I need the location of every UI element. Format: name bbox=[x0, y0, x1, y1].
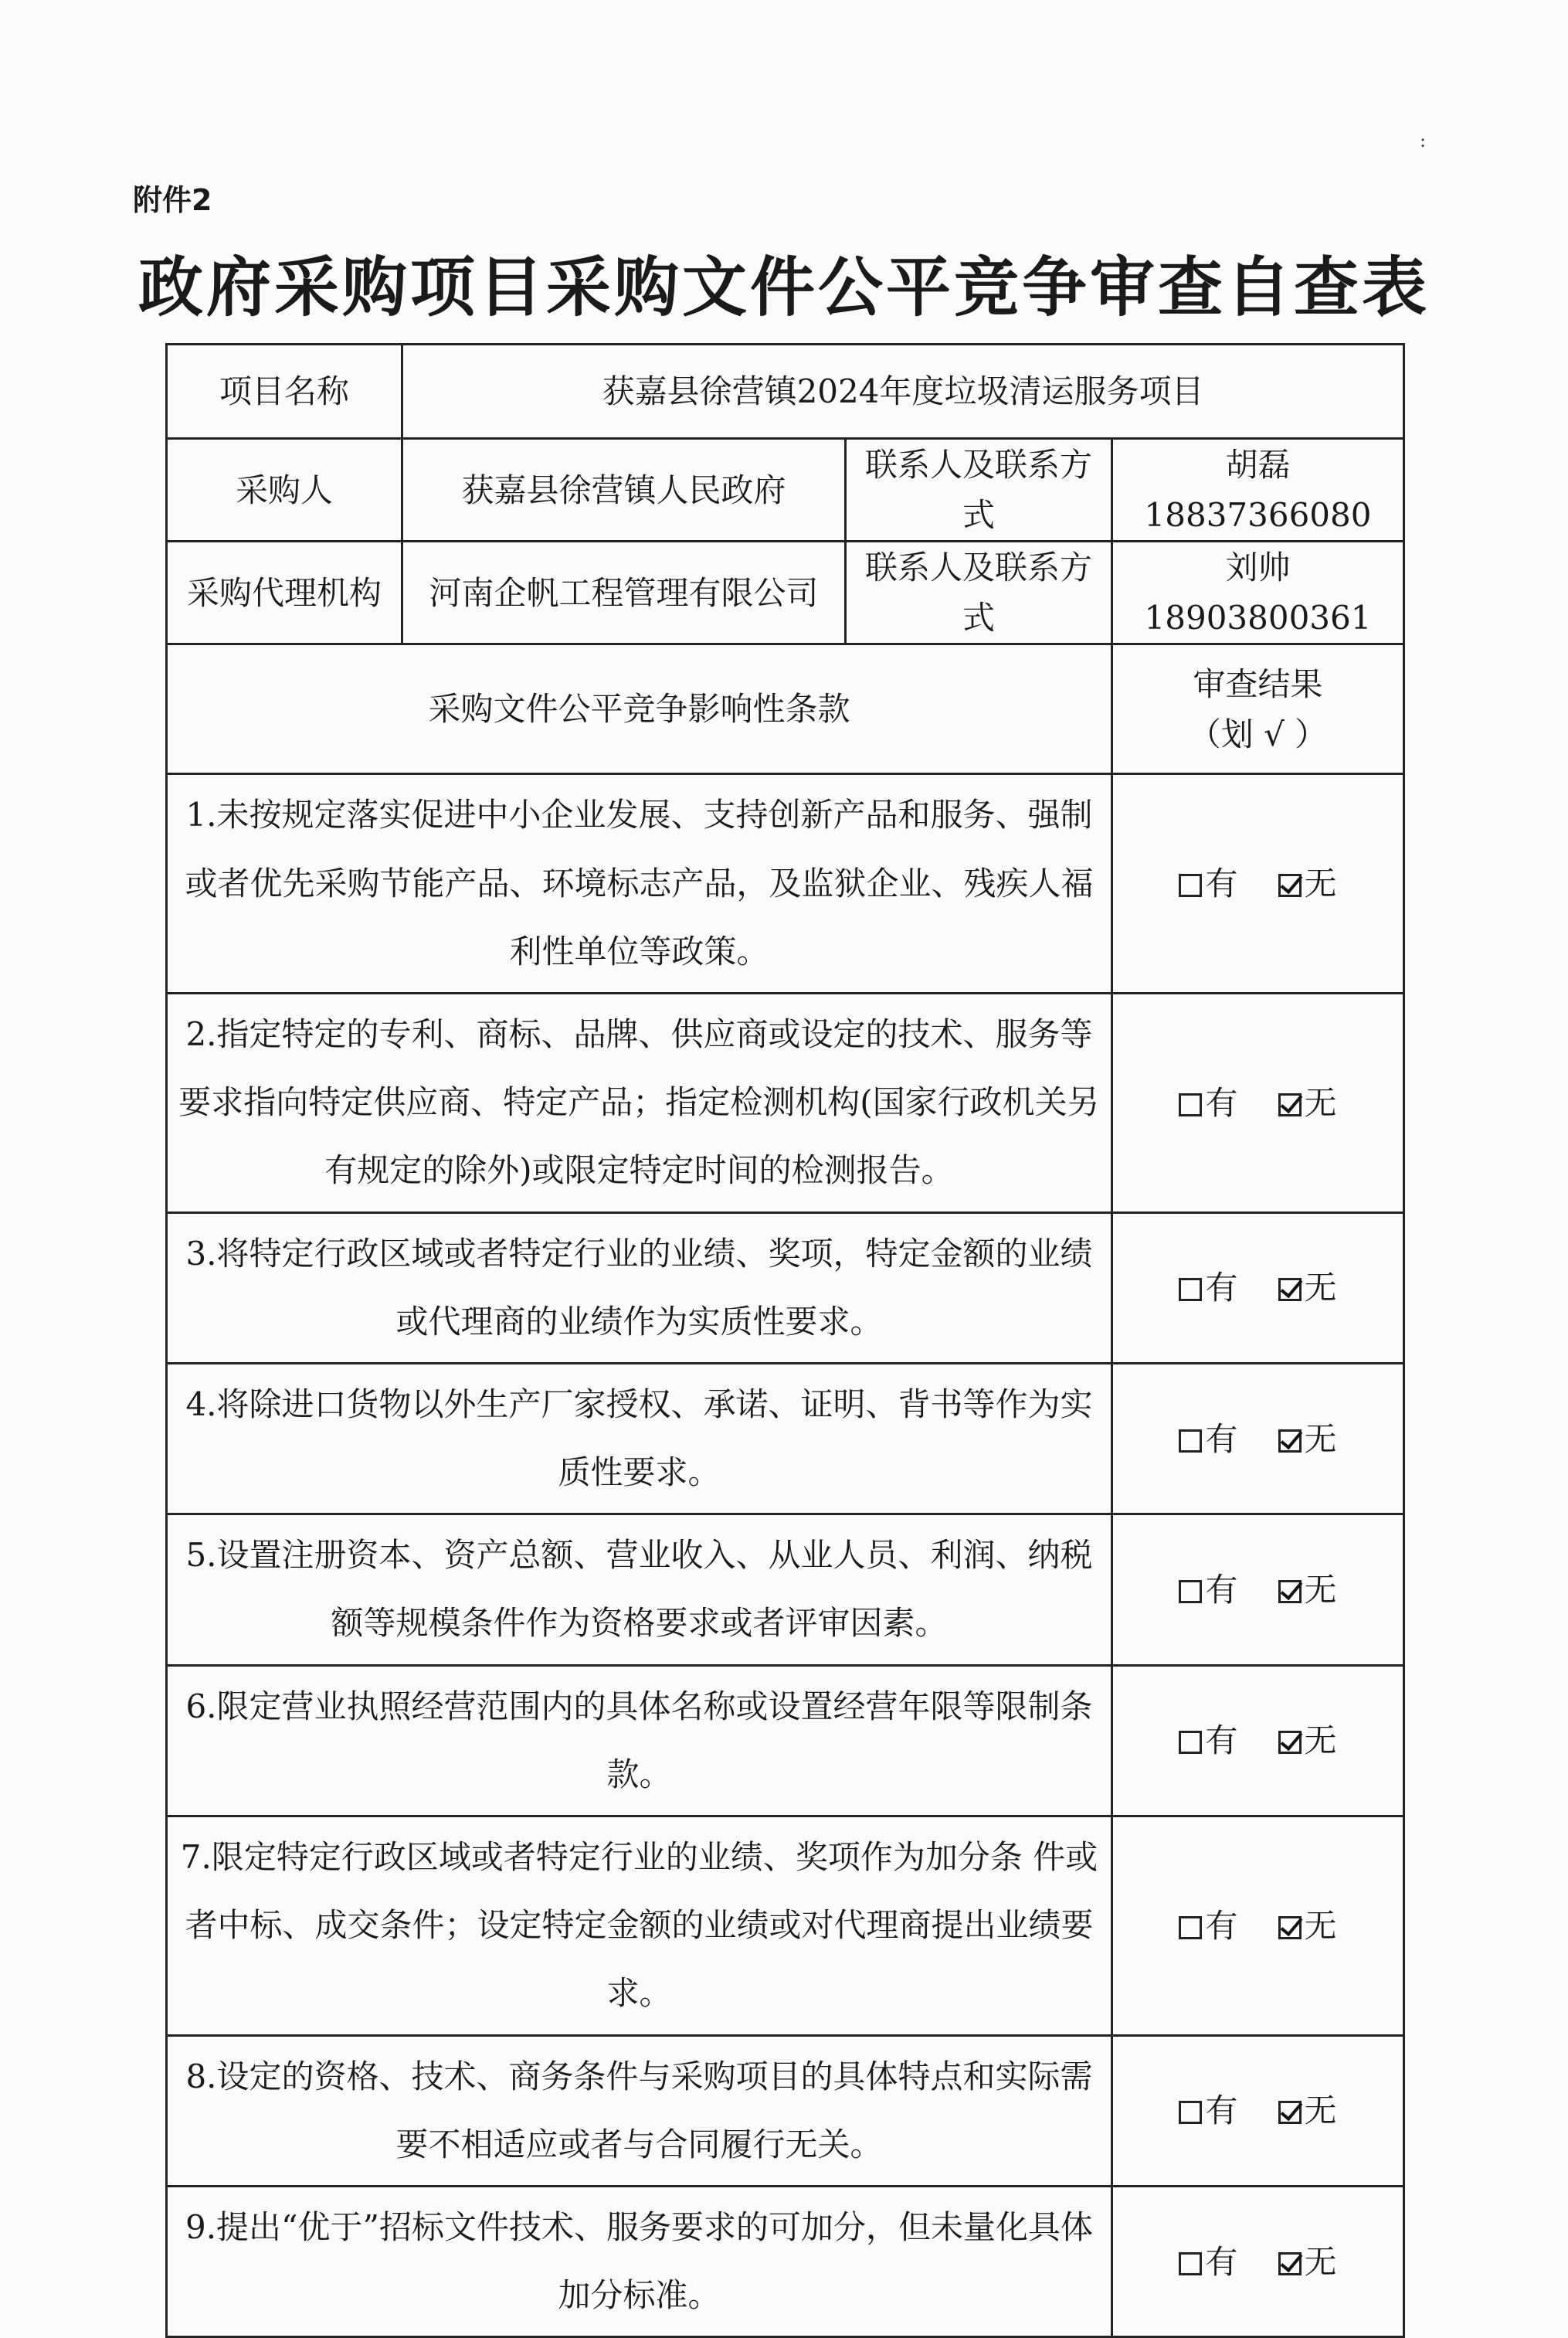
checkbox-no[interactable] bbox=[1278, 1731, 1302, 1754]
clause-column-header: 采购文件公平竞争影响性条款 bbox=[167, 644, 1112, 774]
option-yes-label: 有 bbox=[1205, 1083, 1238, 1122]
purchaser-contact-label: 联系人及联系方式 bbox=[846, 439, 1112, 542]
checkbox-yes[interactable] bbox=[1179, 1731, 1202, 1754]
clause-row bbox=[167, 1363, 1404, 1514]
result-title: 审查结果 bbox=[1193, 664, 1323, 703]
result-column-header bbox=[1112, 644, 1404, 774]
purchaser-contact-value: 胡磊18837366080 bbox=[1112, 439, 1404, 542]
option-yes-label: 有 bbox=[1205, 865, 1238, 903]
checkbox-yes[interactable] bbox=[1179, 1916, 1202, 1939]
project-name-value: 获嘉县徐营镇2024年度垃圾清运服务项目 bbox=[402, 345, 1404, 439]
checkbox-no[interactable] bbox=[1278, 1429, 1302, 1453]
clause-text: 1.未按规定落实促进中小企业发展、支持创新产品和服务、强制或者优先采购节能产品、环境标志产品，及监狱企业、残疾人福利性单位等政策。 bbox=[167, 774, 1112, 994]
checkbox-yes[interactable] bbox=[1179, 1093, 1202, 1116]
checkbox-no[interactable] bbox=[1278, 1093, 1302, 1116]
option-no-label: 无 bbox=[1304, 1269, 1337, 1307]
review-table bbox=[165, 343, 1405, 2338]
agency-contact-label: 联系人及联系方式 bbox=[846, 542, 1112, 644]
checkbox-yes[interactable] bbox=[1179, 2101, 1202, 2124]
option-no-label: 无 bbox=[1304, 1570, 1337, 1609]
checkbox-yes[interactable] bbox=[1179, 874, 1202, 897]
option-yes-label: 有 bbox=[1205, 1269, 1238, 1307]
clause-text: 8.设定的资格、技术、商务条件与采购项目的具体特点和实际需要不相适应或者与合同履行无关。 bbox=[167, 2035, 1112, 2186]
page-title: 政府采购项目采购文件公平竞争审查自查表 bbox=[137, 250, 1430, 325]
clause-result bbox=[1112, 2035, 1404, 2186]
option-no-label: 无 bbox=[1304, 1721, 1337, 1760]
option-no-label: 无 bbox=[1304, 1419, 1337, 1458]
clause-row bbox=[167, 2035, 1404, 2186]
clause-result bbox=[1112, 774, 1404, 994]
checkbox-yes[interactable] bbox=[1179, 1580, 1202, 1603]
checkbox-no[interactable] bbox=[1278, 874, 1302, 897]
clause-result bbox=[1112, 1816, 1404, 2036]
option-yes-label: 有 bbox=[1205, 1419, 1238, 1458]
checkbox-no[interactable] bbox=[1278, 2252, 1302, 2275]
clause-text: 4.将除进口货物以外生产厂家授权、承诺、证明、背书等作为实质性要求。 bbox=[167, 1363, 1112, 1514]
clause-rows bbox=[167, 774, 1404, 2337]
clause-result bbox=[1112, 1363, 1404, 1514]
clause-result bbox=[1112, 1212, 1404, 1363]
clause-row bbox=[167, 1816, 1404, 2036]
option-yes-label: 有 bbox=[1205, 2242, 1238, 2281]
clause-row bbox=[167, 1212, 1404, 1363]
purchaser-value: 获嘉县徐营镇人民政府 bbox=[402, 439, 846, 542]
option-yes-label: 有 bbox=[1205, 1721, 1238, 1760]
option-yes-label: 有 bbox=[1205, 1906, 1238, 1945]
purchaser-label: 采购人 bbox=[167, 439, 402, 542]
clause-row bbox=[167, 1514, 1404, 1665]
checkbox-no[interactable] bbox=[1278, 1916, 1302, 1939]
clause-text: 9.提出“优于”招标文件技术、服务要求的可加分，但未量化具体加分标准。 bbox=[167, 2186, 1112, 2336]
stray-mark: : bbox=[1420, 130, 1427, 151]
option-no-label: 无 bbox=[1304, 2092, 1337, 2130]
project-name-label: 项目名称 bbox=[167, 345, 402, 439]
agency-label: 采购代理机构 bbox=[167, 542, 402, 644]
checkbox-yes[interactable] bbox=[1179, 1429, 1202, 1453]
clause-row bbox=[167, 1665, 1404, 1816]
clause-text: 7.限定特定行政区域或者特定行业的业绩、奖项作为加分条 件或者中标、成交条件；设定特定金额的业绩或对代理商提出业绩要求。 bbox=[167, 1816, 1112, 2036]
option-no-label: 无 bbox=[1304, 2242, 1337, 2281]
clause-row bbox=[167, 993, 1404, 1212]
clause-result bbox=[1112, 2186, 1404, 2336]
agency-value: 河南企帆工程管理有限公司 bbox=[402, 542, 846, 644]
attachment-label: 附件2 bbox=[133, 183, 212, 217]
clause-row bbox=[167, 2186, 1404, 2336]
result-hint: （划 √ ） bbox=[1188, 715, 1328, 753]
option-yes-label: 有 bbox=[1205, 1570, 1238, 1609]
clause-text: 5.设置注册资本、资产总额、营业收入、从业人员、利润、纳税额等规模条件作为资格要求或者评审因素。 bbox=[167, 1514, 1112, 1665]
clause-result bbox=[1112, 1514, 1404, 1665]
clause-row bbox=[167, 774, 1404, 994]
clause-text: 6.限定营业执照经营范围内的具体名称或设置经营年限等限制条款。 bbox=[167, 1665, 1112, 1816]
checkbox-no[interactable] bbox=[1278, 1580, 1302, 1603]
clause-result bbox=[1112, 1665, 1404, 1816]
checkbox-no[interactable] bbox=[1278, 2101, 1302, 2124]
option-no-label: 无 bbox=[1304, 1083, 1337, 1122]
checkbox-yes[interactable] bbox=[1179, 2252, 1202, 2275]
clause-result bbox=[1112, 993, 1404, 1212]
clause-text: 2.指定特定的专利、商标、品牌、供应商或设定的技术、服务等要求指向特定供应商、特定产品；指定检测机构(国家行政机关另有规定的除外)或限定特定时间的检测报告。 bbox=[167, 993, 1112, 1212]
option-yes-label: 有 bbox=[1205, 2092, 1238, 2130]
checkbox-no[interactable] bbox=[1278, 1278, 1302, 1301]
agency-contact-value: 刘帅18903800361 bbox=[1112, 542, 1404, 644]
option-no-label: 无 bbox=[1304, 1906, 1337, 1945]
checkbox-yes[interactable] bbox=[1179, 1278, 1202, 1301]
clause-text: 3.将特定行政区域或者特定行业的业绩、奖项，特定金额的业绩或代理商的业绩作为实质性要求。 bbox=[167, 1212, 1112, 1363]
option-no-label: 无 bbox=[1304, 865, 1337, 903]
